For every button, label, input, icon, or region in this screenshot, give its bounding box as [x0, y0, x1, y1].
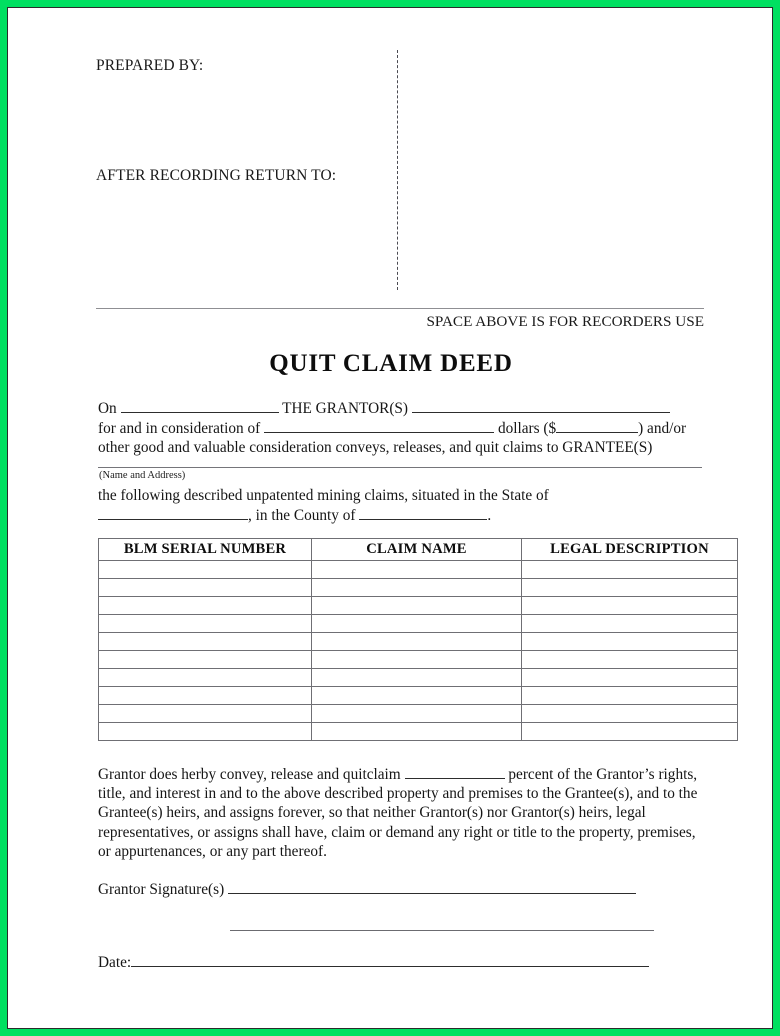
cell-blm-serial-number[interactable]	[99, 705, 312, 723]
document-sheet	[7, 7, 773, 1029]
cell-claim-name[interactable]	[312, 615, 522, 633]
cell-legal-description[interactable]	[522, 705, 738, 723]
county-blank-field[interactable]	[359, 505, 487, 520]
conveyance-clause-line-2: title, and interest in and to the above described property and premises to the Grantee(s), and to the	[98, 785, 698, 803]
table-row	[99, 669, 738, 687]
percent-rights-label: percent of the Grantor’s rights,	[508, 766, 698, 783]
conveyance-clause-paragraph	[98, 764, 704, 861]
table-row	[99, 687, 738, 705]
table-row	[99, 615, 738, 633]
grantor-signature-blank-field-2[interactable]	[230, 930, 654, 931]
recorders-use-note: SPACE ABOVE IS FOR RECORDERS USE	[426, 313, 704, 330]
cell-claim-name[interactable]	[312, 723, 522, 741]
consideration-amount-blank-field[interactable]	[556, 418, 638, 433]
cell-claim-name[interactable]	[312, 669, 522, 687]
cell-legal-description[interactable]	[522, 687, 738, 705]
granting-clause-paragraph	[98, 398, 704, 457]
cell-claim-name[interactable]	[312, 579, 522, 597]
cell-blm-serial-number[interactable]	[99, 579, 312, 597]
quit-claim-deed-form	[8, 8, 773, 1029]
cell-claim-name[interactable]	[312, 687, 522, 705]
date-row	[98, 952, 649, 972]
table-row	[99, 705, 738, 723]
granting-clause-line-3: other good and valuable consideration conveys, releases, and quit claims to GRANTEE(S)	[98, 439, 653, 456]
column-header-legal-description: LEGAL DESCRIPTION	[522, 539, 738, 561]
cell-legal-description[interactable]	[522, 723, 738, 741]
property-clause-line-1: the following described unpatented mining claims, situated in the State of	[98, 487, 549, 504]
table-header-row	[99, 539, 738, 561]
date-label: Date:	[98, 954, 132, 971]
vertical-dashed-divider	[397, 50, 398, 290]
grantor-name-blank-field[interactable]	[412, 398, 670, 413]
grantor-signature-blank-field-1[interactable]	[228, 879, 636, 894]
grantor-signature-label: Grantor Signature(s)	[98, 881, 225, 898]
granting-clause-line-1	[98, 398, 704, 418]
cell-blm-serial-number[interactable]	[99, 597, 312, 615]
consideration-label: for and in consideration of	[98, 420, 261, 437]
date-blank-field-signature[interactable]	[131, 952, 649, 967]
name-address-rule	[98, 467, 702, 468]
grantor-signature-row	[98, 879, 636, 899]
cell-legal-description[interactable]	[522, 651, 738, 669]
granting-clause-line-2	[98, 418, 704, 438]
cell-blm-serial-number[interactable]	[99, 651, 312, 669]
table-row	[99, 651, 738, 669]
cell-claim-name[interactable]	[312, 705, 522, 723]
column-header-claim-name: CLAIM NAME	[312, 539, 522, 561]
cell-legal-description[interactable]	[522, 579, 738, 597]
conveyance-clause-line-1	[98, 764, 704, 784]
recording-header-block	[96, 50, 706, 300]
cell-blm-serial-number[interactable]	[99, 723, 312, 741]
conveyance-clause-line-4: representatives, or assigns shall have, claim or demand any right or title to the property, premises,	[98, 823, 696, 841]
cell-legal-description[interactable]	[522, 669, 738, 687]
state-blank-field[interactable]	[98, 505, 248, 520]
cell-blm-serial-number[interactable]	[99, 669, 312, 687]
conveyance-clause-line-5: or appurtenances, or any part thereof.	[98, 842, 327, 860]
quitclaim-label: Grantor does herby convey, release and quitclaim	[98, 766, 401, 783]
dollars-label: dollars ($	[497, 420, 557, 437]
conveyance-clause-line-3: Grantee(s) heirs, and assigns forever, so that neither Grantor(s) nor Grantor(s) heirs, legal	[98, 804, 646, 822]
after-recording-return-to-label: AFTER RECORDING RETURN TO:	[96, 167, 337, 184]
property-clause-paragraph	[98, 486, 704, 525]
table-body	[99, 561, 738, 741]
column-header-blm-serial-number: BLM SERIAL NUMBER	[99, 539, 312, 561]
county-label: , in the County of	[248, 507, 356, 524]
cell-blm-serial-number[interactable]	[99, 615, 312, 633]
cell-legal-description[interactable]	[522, 597, 738, 615]
prepared-by-label: PREPARED BY:	[96, 57, 204, 74]
page-title: QUIT CLAIM DEED	[269, 350, 513, 377]
table-row	[99, 579, 738, 597]
table-row	[99, 597, 738, 615]
property-clause-period: .	[487, 507, 492, 524]
table-row	[99, 723, 738, 741]
cell-claim-name[interactable]	[312, 597, 522, 615]
date-blank-field[interactable]	[121, 398, 279, 413]
and-or-label: ) and/or	[638, 420, 687, 437]
name-and-address-caption: (Name and Address)	[99, 470, 186, 481]
table-row	[99, 633, 738, 651]
table-row	[99, 561, 738, 579]
consideration-words-blank-field[interactable]	[264, 418, 494, 433]
claims-table	[98, 538, 738, 741]
on-label: On	[98, 400, 117, 417]
cell-blm-serial-number[interactable]	[99, 633, 312, 651]
percent-blank-field[interactable]	[405, 764, 505, 779]
cell-claim-name[interactable]	[312, 561, 522, 579]
cell-legal-description[interactable]	[522, 633, 738, 651]
recorders-horizontal-rule	[96, 308, 704, 309]
cell-blm-serial-number[interactable]	[99, 561, 312, 579]
cell-claim-name[interactable]	[312, 651, 522, 669]
cell-legal-description[interactable]	[522, 561, 738, 579]
the-grantors-label: THE GRANTOR(S)	[282, 400, 409, 417]
cell-legal-description[interactable]	[522, 615, 738, 633]
cell-claim-name[interactable]	[312, 633, 522, 651]
property-clause-line-2	[98, 505, 704, 525]
cell-blm-serial-number[interactable]	[99, 687, 312, 705]
